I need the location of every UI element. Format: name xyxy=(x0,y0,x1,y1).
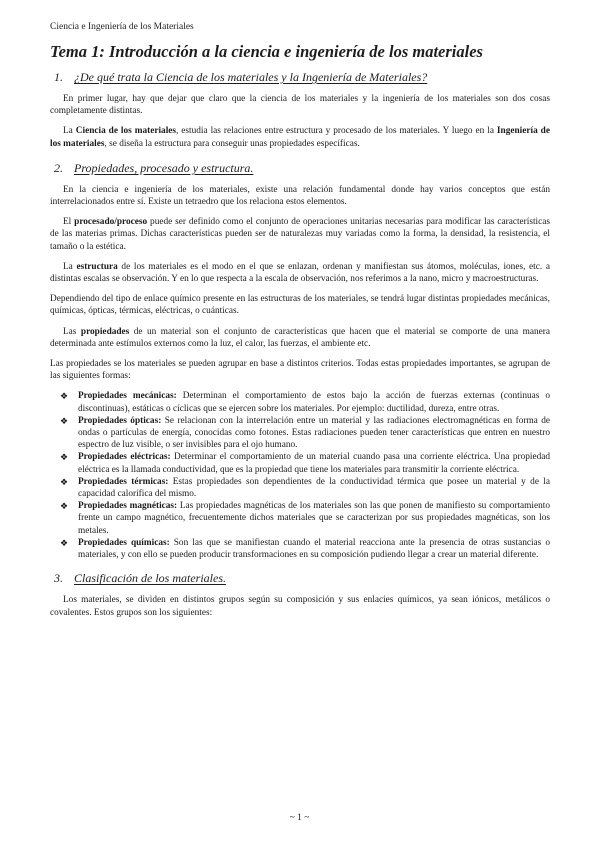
section-2-paragraph-propiedades: Las propiedades de un material son el conjunto de características que hacen que el material se comporte de una manera determinada ante estímulos externos como la luz, el calor, las fuerzas, el ambiente etc. xyxy=(50,326,550,349)
list-item: ❖ Propiedades mecánicas: Determinan el comportamiento de estos bajo la acción de fuerzas externas (continuas o discontinuas), estáticas o cíclicas que se ejercen sobre los materiales. Por ejemplo: ductilidad, dureza, entre otras. xyxy=(60,391,550,414)
document-body xyxy=(50,70,550,619)
term-procesado: procesado/proceso xyxy=(74,217,148,228)
list-item: ❖ Propiedades químicas: Son las que se manifiestan cuando el material reacciona ante la presencia de otras sustancias o materiales, y con ello se pueden producir transformaciones en su composición pudiendo llegar a crear un material diferente. xyxy=(60,537,551,561)
section-3-number: 3. xyxy=(54,571,63,586)
term-estructura: estructura xyxy=(76,261,118,272)
section-3-title: Clasificación de los materiales. xyxy=(74,571,226,586)
section-2-paragraph-1: En la ciencia e ingeniería de los materiales, existe una relación fundamental donde hay varios conceptos que están interrelacionados entre sí. Existe un tetraedro que los relaciona estos elementos. xyxy=(50,184,550,208)
properties-list xyxy=(50,390,550,561)
diamond-bullet-icon: ❖ xyxy=(60,501,69,512)
running-header: Ciencia e Ingeniería de los Materiales xyxy=(50,22,194,32)
term-propiedades: propiedades xyxy=(80,326,130,337)
list-item: ❖ Propiedades ópticas: Se relacionan con la interrelación entre un material y las radiaciones electromagnéticas en forma de ondas o partículas de energía, conocidas como fotones. Estas radiaciones pueden tener características que entren en nuestro espectro de luz visible, o ser invisibles para el ojo humano. xyxy=(60,415,550,451)
page-number: ~ 1 ~ xyxy=(289,813,310,823)
section-3-paragraph-1: Los materiales, se dividen en distintos grupos según su composición y sus enlacies químicos, ya sean iónicos, metálicos o covalentes. Estos grupos son los siguientes: xyxy=(50,595,550,618)
page-title: Tema 1: Introducción a la ciencia e ingeniería de los materiales xyxy=(50,42,483,61)
section-2-heading xyxy=(50,161,550,176)
section-1-heading xyxy=(50,70,550,85)
diamond-bullet-icon: ❖ xyxy=(60,476,69,487)
section-2-paragraph-procesado: El procesado/proceso puede ser definido como el conjunto de operaciones unitarias necesarias para modificar las características de las materias primas. Dichas características pueden ser de naturalezas muy variadas como la forma, la densidad, la resistencia, el tamaño o la estética. xyxy=(50,217,550,252)
diamond-bullet-icon: ❖ xyxy=(60,537,69,548)
section-2-paragraph-agrupacion: Las propiedades se los materiales se pueden agrupar en base a distintos criterios. Todas estas propiedades importantes, se agrupan de las siguientes formas: xyxy=(50,359,550,382)
section-2-paragraph-estructura: La estructura de los materiales es el modo en el que se enlazan, ordenan y manifiestan sus átomos, moléculas, iones, etc. a distintas escalas se observación. Y en lo que respecta a la escala de observación, nos referimos a la nano, micro y macroestructuras. xyxy=(50,261,550,285)
section-2-number: 2. xyxy=(54,160,63,175)
diamond-bullet-icon: ❖ xyxy=(60,452,69,463)
section-3-heading xyxy=(50,571,550,586)
list-item: ❖ Propiedades térmicas: Estas propiedades son dependientes de la conductividad térmica que posee un material y de la capacidad calorífica del mismo. xyxy=(60,476,550,500)
section-2-title: Propiedades, procesado y estructura. xyxy=(74,160,254,175)
section-1-paragraph-2: La Ciencia de los materiales, estudia las relaciones entre estructura y procesado de los materiales. Y luego en la Ingeniería de los materiales, se diseña la estructura para conseguir unas propiedades específicas. xyxy=(50,126,550,149)
section-1-paragraph-1: En primer lugar, hay que dejar que claro que la ciencia de los materiales y la ingeniería de los materiales son dos cosas completamente distintas. xyxy=(50,94,550,117)
section-2-paragraph-enlace: Dependiendo del tipo de enlace químico presente en las estructuras de los materiales, se tendrá lugar distintas propiedades mecánicas, químicas, ópticas, térmicas, eléctricas, o cuánticas. xyxy=(50,294,550,317)
list-item: ❖ Propiedades eléctricas: Determinar el comportamiento de un material cuando pasa una corriente eléctrica. Una propiedad eléctrica es la llamada conductividad, que es la propiedad que tiene los materiales para transmitir la corriente eléctrica. xyxy=(60,452,550,475)
diamond-bullet-icon: ❖ xyxy=(60,391,69,402)
list-item: ❖ Propiedades magnéticas: Las propiedades magnéticas de los materiales son las que ponen de manifiesto su comportamiento frente un campo magnético, frecuentemente dichos materiales que se caracterizan por sus propiedades magnéticas, son los metales. xyxy=(60,501,550,536)
section-1-number: 1. xyxy=(54,70,63,84)
term-ingenieria: Ingeniería de los materiales xyxy=(50,126,550,149)
section-1-title: ¿De qué trata la Ciencia de los materiales y la Ingeniería de Materiales? xyxy=(74,70,428,84)
diamond-bullet-icon: ❖ xyxy=(60,415,69,426)
term-ciencia: Ciencia de los materiales xyxy=(75,126,177,137)
